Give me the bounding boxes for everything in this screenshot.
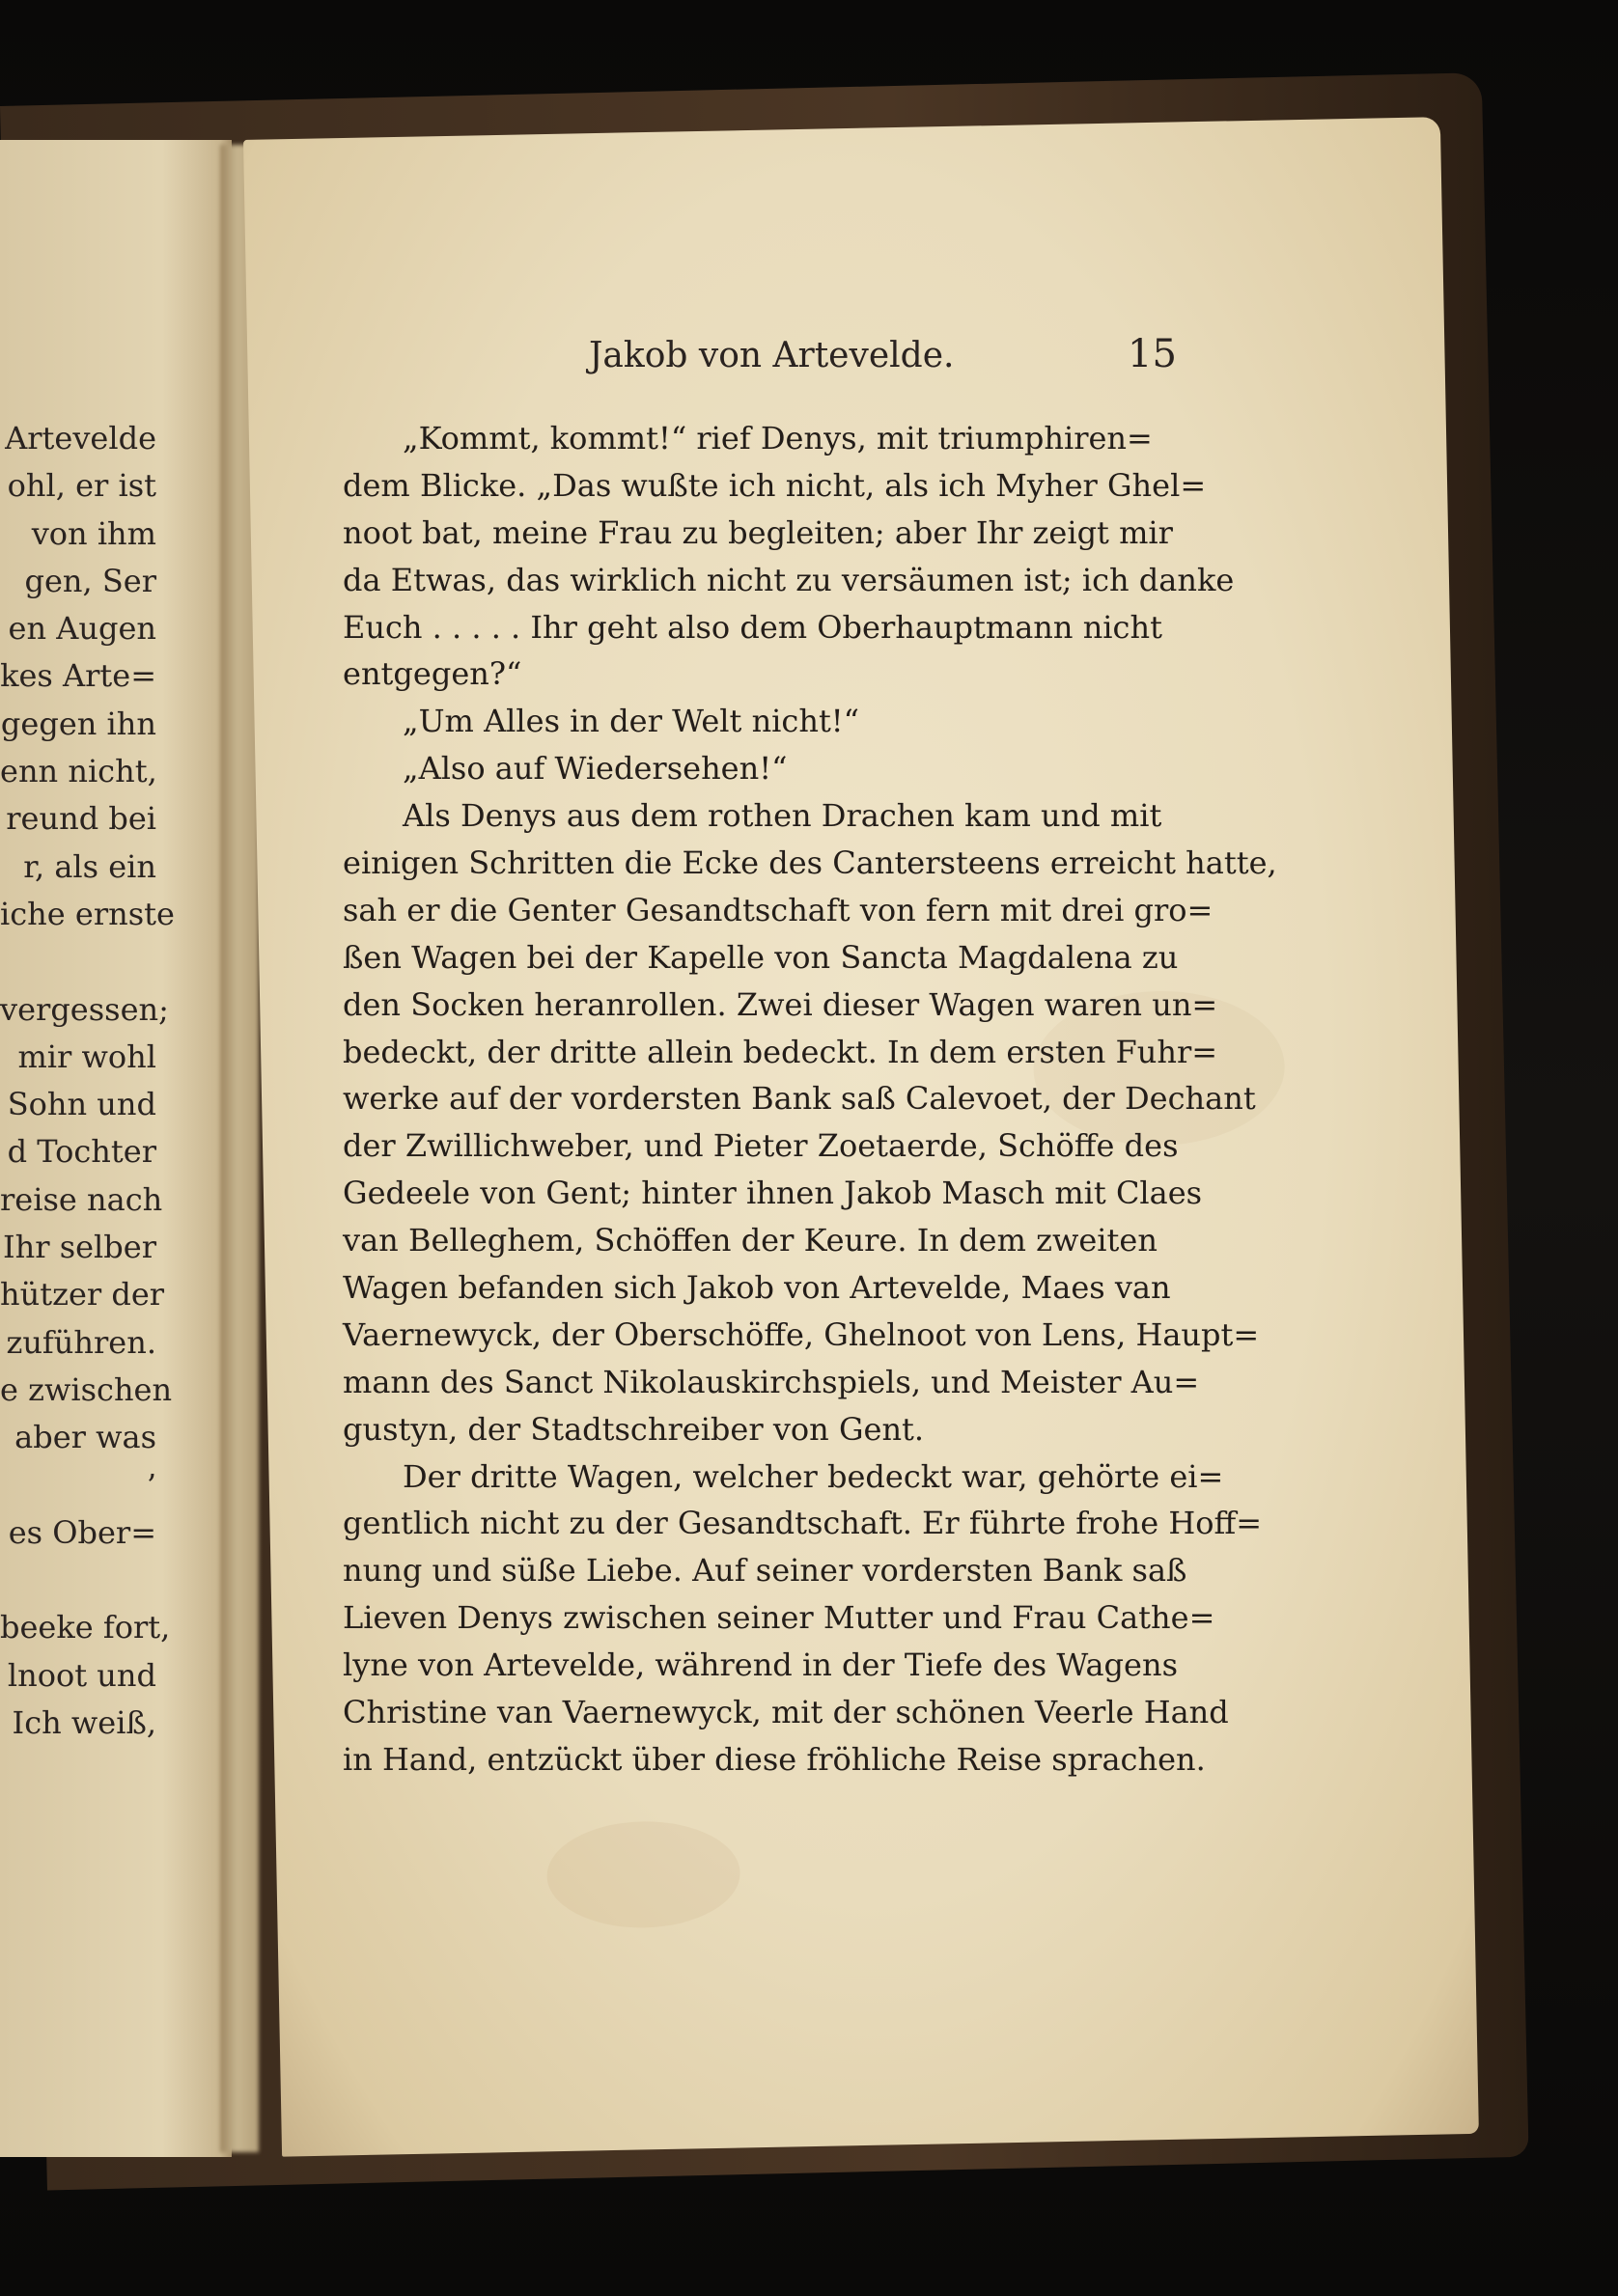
text-line: den Socken heranrollen. Zwei dieser Wagen waren un= xyxy=(343,985,1218,1023)
text-line: einigen Schritten die Ecke des Cantersteens erreicht hatte, xyxy=(343,844,1277,882)
facing-line-fragment xyxy=(0,1557,232,1604)
text-line: gentlich nicht zu der Gesandtschaft. Er führte frohe Hoff= xyxy=(343,1505,1263,1542)
facing-page-text xyxy=(0,415,232,1747)
facing-line-fragment xyxy=(0,938,232,985)
text-line: Euch . . . . . Ihr geht also dem Oberhauptmann nicht xyxy=(343,608,1162,646)
text-line: werke auf der vordersten Bank saß Calevoet, der Dechant xyxy=(343,1080,1256,1118)
text-line: sah er die Genter Gesandtschaft von fern mit drei gro= xyxy=(343,891,1214,928)
facing-line-fragment: enn nicht, xyxy=(0,753,157,790)
facing-page xyxy=(0,140,232,2157)
facing-line-fragment: vergessen; xyxy=(0,990,169,1028)
text-line: bedeckt, der dritte allein bedeckt. In dem ersten Fuhr= xyxy=(343,1033,1218,1070)
facing-line-fragment: beeke fort, xyxy=(0,1609,171,1646)
text-line: Lieven Denys zwischen seiner Mutter und Frau Cathe= xyxy=(343,1599,1215,1637)
facing-line-fragment: ohl, er ist xyxy=(7,467,156,505)
facing-line-fragment: kes Arte= xyxy=(0,657,156,695)
text-line: Vaernewyck, der Oberschöffe, Ghelnoot von Lens, Haupt= xyxy=(343,1315,1260,1353)
body-text xyxy=(343,415,1277,1784)
text-line: dem Blicke. „Das wußte ich nicht, als ich Myher Ghel= xyxy=(343,466,1207,504)
facing-line-fragment: es Ober= xyxy=(8,1513,156,1551)
facing-line-fragment: r, als ein xyxy=(23,847,156,885)
text-line: Der dritte Wagen, welcher bedeckt war, gehörte ei= xyxy=(403,1457,1224,1495)
facing-line-fragment: Ihr selber xyxy=(2,1229,156,1266)
facing-line-fragment: lnoot und xyxy=(7,1656,156,1694)
facing-line-fragment: reund bei xyxy=(6,800,156,838)
facing-line-fragment: en Augen xyxy=(8,610,156,648)
text-line: „Also auf Wiedersehen!“ xyxy=(403,750,788,788)
facing-line-fragment: gegen ihn xyxy=(0,705,156,742)
facing-line-fragment: Ich weiß, xyxy=(12,1704,156,1742)
text-line: lyne von Artevelde, während in der Tiefe des Wagens xyxy=(343,1646,1178,1684)
text-line: nung und süße Liebe. Auf seiner vordersten Bank saß xyxy=(343,1552,1187,1590)
text-line: Wagen befanden sich Jakob von Artevelde, Maes van xyxy=(343,1269,1171,1307)
text-line: in Hand, entzückt über diese fröhliche Reise sprachen. xyxy=(343,1740,1206,1778)
facing-line-fragment: ’ xyxy=(146,1466,156,1504)
facing-line-fragment: e zwischen xyxy=(0,1370,173,1408)
facing-line-fragment: hützer der xyxy=(0,1276,165,1314)
text-line: Als Denys aus dem rothen Drachen kam und mit xyxy=(403,797,1162,835)
running-head: Jakob von Artevelde. xyxy=(589,336,955,375)
facing-line-fragment: Artevelde xyxy=(5,420,156,456)
page-number: 15 xyxy=(1128,332,1177,376)
text-line: gustyn, der Stadtschreiber von Gent. xyxy=(343,1410,925,1448)
text-line: Gedeele von Gent; hinter ihnen Jakob Masch mit Claes xyxy=(343,1175,1203,1212)
text-line: van Belleghem, Schöffen der Keure. In dem zweiten xyxy=(343,1222,1158,1259)
facing-line-fragment: d Tochter xyxy=(7,1133,156,1171)
facing-line-fragment: zuführen. xyxy=(6,1323,156,1361)
text-line: der Zwillichweber, und Pieter Zoetaerde, Schöffe des xyxy=(343,1127,1179,1165)
text-line: ßen Wagen bei der Kapelle von Sancta Magdalena zu xyxy=(343,938,1179,976)
facing-line-fragment: mir wohl xyxy=(17,1037,156,1075)
facing-line-fragment: aber was xyxy=(14,1419,156,1456)
facing-line-fragment: gen, Ser xyxy=(24,562,156,599)
facing-line-fragment: Sohn und xyxy=(7,1086,156,1123)
paper-stain xyxy=(546,1819,741,1929)
facing-line-fragment: von ihm xyxy=(31,514,156,552)
text-line: da Etwas, das wirklich nicht zu versäumen ist; ich danke xyxy=(343,561,1235,598)
text-line: „Um Alles in der Welt nicht!“ xyxy=(403,703,860,740)
text-line: Christine van Vaernewyck, mit der schönen Veerle Hand xyxy=(343,1694,1229,1731)
text-line: entgegen?“ xyxy=(343,655,522,693)
text-line: noot bat, meine Frau zu begleiten; aber Ihr zeigt mir xyxy=(343,513,1173,551)
facing-line-fragment: iche ernste xyxy=(0,895,175,932)
facing-line-fragment: reise nach xyxy=(0,1180,163,1218)
text-line: mann des Sanct Nikolauskirchspiels, und Meister Au= xyxy=(343,1363,1200,1400)
text-line: „Kommt, kommt!“ rief Denys, mit triumphiren= xyxy=(403,420,1153,456)
